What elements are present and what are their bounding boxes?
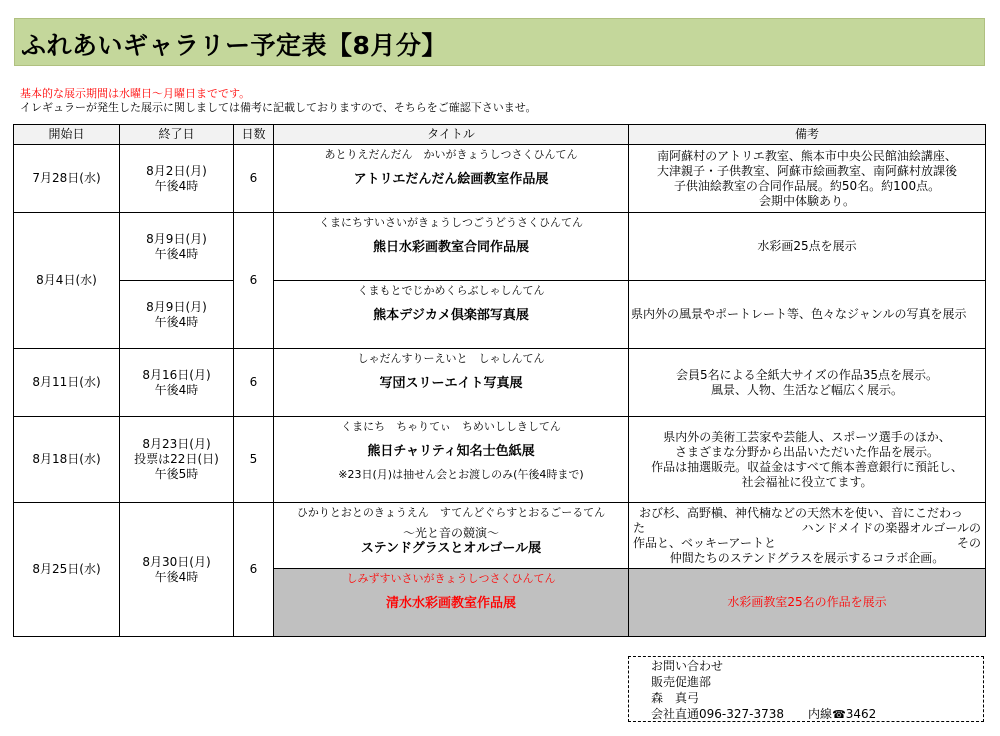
- exhibit-title: 熊日チャリティ知名士色紙展: [367, 444, 535, 459]
- remarks-cell: [629, 281, 986, 349]
- remark-fragment: 作品と、ベッキーアートと: [633, 535, 777, 550]
- remark-line: 子供油絵教室の合同作品展。約50名。約100点。: [673, 178, 941, 193]
- title-kana: くまにち ちゃりてぃ ちめいししきしてん: [341, 420, 561, 433]
- remark-line: さまざまな分野から出品いただいた作品を展示。: [674, 444, 939, 459]
- table-row: [14, 281, 986, 349]
- title-cell: [274, 281, 629, 349]
- days-count: 5: [234, 417, 274, 503]
- remark-fragment: た: [633, 520, 646, 535]
- title-cell: [274, 213, 629, 281]
- end-date: [120, 145, 234, 213]
- table-row: [14, 417, 986, 503]
- title-kana: ひかりとおとのきょうえん すてんどぐらすとおるごーるてん: [296, 506, 606, 519]
- start-date: 8月11日(水): [14, 349, 120, 417]
- end-date-line: 8月23日(月): [142, 437, 211, 451]
- title-cell: [274, 417, 629, 503]
- end-time-line: 午後4時: [154, 569, 199, 584]
- table-row: [14, 349, 986, 417]
- start-date: 8月4日(水): [14, 213, 120, 349]
- end-date: [120, 281, 234, 349]
- schedule-table: [13, 124, 986, 637]
- remark-line: 県内外の風景やポートレート等、色々なジャンルの写真を展示: [631, 307, 967, 321]
- remark-line-split: [633, 521, 981, 536]
- remark-fragment: その: [956, 535, 981, 550]
- exhibit-title: 写団スリーエイト写真展: [379, 376, 523, 391]
- remark-fragment: ハンドメイドの楽器オルゴールの: [801, 520, 981, 535]
- end-time-line: 午後4時: [154, 178, 199, 193]
- end-date-line: 8月2日(月): [146, 163, 207, 178]
- remarks-cell: [629, 417, 986, 503]
- ext-number: 3462: [845, 707, 877, 721]
- title-kana: くまにちすいさいがきょうしつごうどうさくひんてん: [319, 216, 583, 229]
- ext-label: 内線: [808, 707, 833, 721]
- title-cell: [274, 145, 629, 213]
- title-kana: あとりえだんだん かいがきょうしつさくひんてん: [324, 148, 578, 161]
- remarks-cell: [629, 349, 986, 417]
- note-black: イレギュラーが発生した展示に関しましては備考に記載しておりますので、そちらをご確認下さいませ。: [20, 101, 537, 114]
- header-remarks: 備考: [629, 125, 986, 145]
- exhibit-title: 熊本デジカメ倶楽部写真展: [373, 308, 529, 323]
- remark-line: おび杉、高野槇、神代楠などの天然木を使い、音にこだわっ: [639, 505, 963, 520]
- end-date-line: 8月9日(月): [146, 231, 207, 246]
- remark-line: 県内外の美術工芸家や芸能人、スポーツ選手のほか、: [663, 429, 951, 444]
- title-kana: くまもとでじかめくらぶしゃしんてん: [357, 284, 545, 297]
- end-date: [120, 417, 234, 503]
- exhibit-title: ステンドグラスとオルゴール展: [360, 541, 542, 556]
- remark-line: 仲間たちのステンドグラスを展示するコラボ企画。: [669, 550, 945, 565]
- contact-person: 森 真弓: [651, 691, 700, 705]
- page-header: [14, 18, 985, 66]
- vote-date-line: 投票は22日(日): [134, 452, 219, 466]
- phone-icon: ☎: [832, 708, 846, 721]
- remark-line: 水彩画25点を展示: [757, 239, 857, 253]
- end-date-line: 8月16日(月): [142, 367, 211, 382]
- table-row: [14, 213, 986, 281]
- title-cell: [274, 349, 629, 417]
- page-title: ふれあいギャラリー予定表【8月分】: [21, 31, 447, 60]
- end-time-line: 午後4時: [154, 246, 199, 261]
- exhibit-title: アトリエだんだん絵画教室作品展: [353, 172, 549, 187]
- remarks-cell: [629, 145, 986, 213]
- end-date: [120, 213, 234, 281]
- exhibit-subtitle: ～光と音の競演～: [402, 526, 499, 540]
- title-kana: しゃだんすりーえいと しゃしんてん: [357, 352, 545, 365]
- remark-line: 水彩画教室25名の作品を展示: [727, 595, 887, 609]
- end-date: [120, 349, 234, 417]
- days-count: 6: [234, 503, 274, 637]
- remark-line: 会期中体験あり。: [758, 193, 855, 208]
- days-count: 6: [234, 213, 274, 349]
- days-count: 6: [234, 349, 274, 417]
- remark-line: 南阿蘇村のアトリエ教室、熊本市中央公民館油絵講座、: [657, 148, 957, 163]
- end-date-line: 8月30日(月): [142, 554, 211, 569]
- header-days: 日数: [234, 125, 274, 145]
- contact-department: 販売促進部: [651, 675, 712, 689]
- end-time-line: 午後4時: [154, 382, 199, 397]
- remark-line: 会員5名による全紙大サイズの作品35点を展示。: [676, 367, 938, 382]
- remark-line-split: [633, 536, 981, 551]
- table-row: [14, 503, 986, 569]
- header-title: タイトル: [274, 125, 629, 145]
- title-note: ※23日(月)は抽せん会とお渡しのみ(午後4時まで): [338, 468, 584, 481]
- note-red: 基本的な展示期間は水曜日～月曜日までです。: [20, 87, 251, 100]
- contact-heading: お問い合わせ: [651, 659, 724, 673]
- remark-line: 風景、人物、生活など幅広く展示。: [710, 382, 903, 397]
- start-date: 7月28日(水): [14, 145, 120, 213]
- remarks-cell: [629, 569, 986, 637]
- header-row: [14, 125, 986, 145]
- start-date: 8月25日(水): [14, 503, 120, 637]
- end-time-line: 午後4時: [154, 314, 199, 329]
- end-date: [120, 503, 234, 637]
- remarks-cell: [629, 503, 986, 569]
- title-cell: [274, 569, 629, 637]
- title-kana: しみずすいさいがきょうしつさくひんてん: [346, 572, 556, 585]
- table-row: [14, 145, 986, 213]
- header-end: 終了日: [120, 125, 234, 145]
- tel-label: 会社直通: [651, 707, 700, 721]
- contact-box: [628, 656, 984, 722]
- remark-line: 作品は抽選販売。収益金はすべて熊本善意銀行に預託し、: [651, 459, 963, 474]
- remark-line: 社会福祉に役立てます。: [741, 474, 873, 489]
- contact-phone-line: [651, 706, 983, 723]
- end-time-line: 午後5時: [154, 467, 199, 481]
- exhibit-title: 熊日水彩画教室合同作品展: [372, 240, 529, 255]
- end-date-line: 8月9日(月): [146, 299, 207, 314]
- exhibit-title: 清水水彩画教室作品展: [385, 596, 516, 611]
- header-start: 開始日: [14, 125, 120, 145]
- tel-number: 096-327-3738: [699, 707, 785, 721]
- start-date: 8月18日(水): [14, 417, 120, 503]
- remark-line: 大津親子・子供教室、阿蘇市絵画教室、南阿蘇村放課後: [656, 163, 957, 178]
- days-count: 6: [234, 145, 274, 213]
- remarks-cell: [629, 213, 986, 281]
- title-cell: [274, 503, 629, 569]
